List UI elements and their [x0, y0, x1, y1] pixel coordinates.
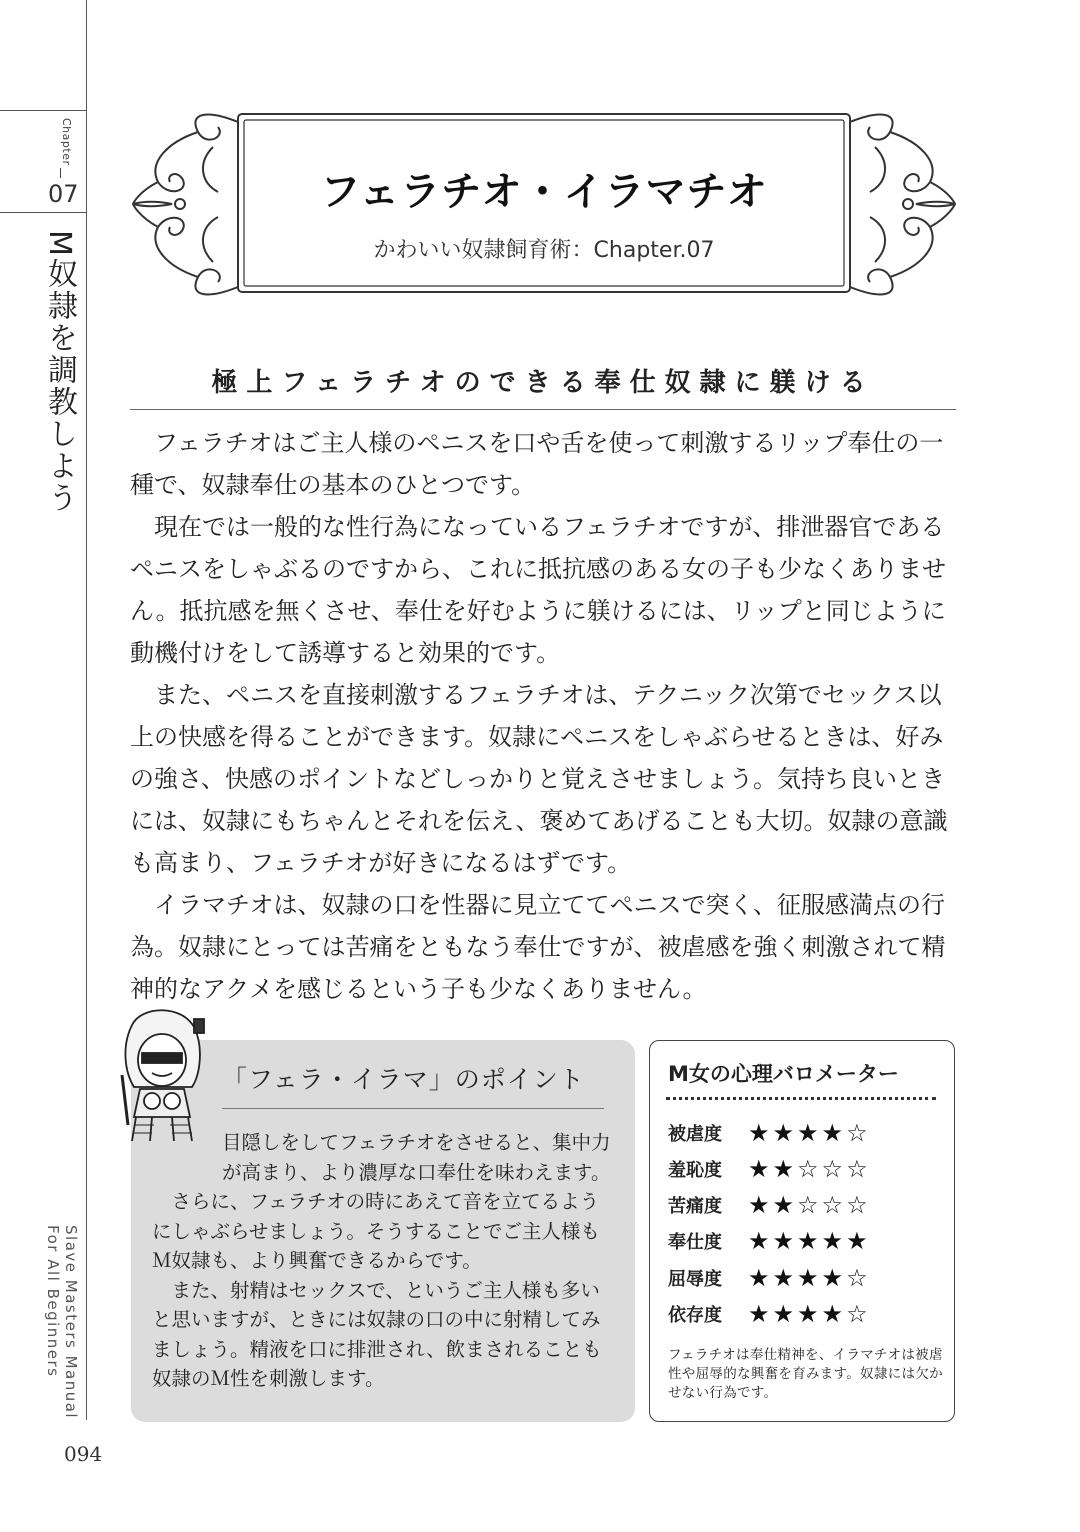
barometer-row — [668, 1299, 871, 1329]
star-rating: ★★★★☆ — [748, 1119, 871, 1147]
barometer-row — [668, 1226, 871, 1256]
page-title: フェラチオ・イラマチオ — [320, 169, 768, 215]
chapter-vertical-title: M奴隷を調教しよう — [42, 230, 77, 514]
sidebar-divider — [86, 0, 87, 1420]
section-heading: 極上フェラチオのできる奉仕奴隷に躾ける — [211, 368, 875, 398]
barometer-label: 羞恥度 — [668, 1160, 722, 1181]
point-box-title: 「フェラ・イラマ」のポイント — [222, 1065, 585, 1094]
barometer-label: 被虐度 — [668, 1124, 722, 1145]
body-paragraph: 現在では一般的な性行為になっているフェラチオですが、排泄器官であるペニスをしゃぶるのですから、これに抵抗感のある女の子も少なくありません。抵抗感を無くさせ、奉仕を好むように躾けるには、リップと同じように動機付けをして誘導すると効果的です。 — [130, 513, 946, 667]
barometer-row — [668, 1154, 871, 1184]
point-box-text — [152, 1128, 614, 1394]
point-paragraph: また、射精はセックスで、というご主人様も多いと思いますが、ときには奴隷の口の中に射精してみましょう。精液を口に排泄され、飲まされることも奴隷のＭ性を刺激します。 — [152, 1278, 602, 1390]
page-number: 094 — [64, 1442, 103, 1466]
barometer-label: 苦痛度 — [668, 1196, 722, 1217]
barometer-note: フェラチオは奉仕精神を、イラマチオは被虐性や屈辱的な興奮を育みます。奴隷には欠かせない行為です。 — [668, 1347, 943, 1401]
body-text — [130, 422, 960, 1010]
sidebar-rule-top — [0, 110, 86, 111]
chapter-tick — [60, 168, 61, 178]
star-rating: ★★★★★ — [748, 1227, 871, 1255]
point-paragraph: 目隠しをしてフェラチオをさせると、集中力が高まり、より濃厚な口奉仕を味わえます。 — [222, 1131, 611, 1184]
barometer-row — [668, 1190, 871, 1220]
point-paragraph: さらに、フェラチオの時にあえて音を立てるようにしゃぶらせましょう。そうすることでご主人様もＭ奴隷も、より興奮できるからです。 — [152, 1190, 600, 1272]
barometer-label: 依存度 — [668, 1305, 722, 1326]
star-rating: ★★★★☆ — [748, 1264, 871, 1292]
barometer-row — [668, 1263, 871, 1293]
barometer-label: 屈辱度 — [668, 1269, 722, 1290]
chapter-number: 07 — [48, 180, 79, 208]
barometer-row — [668, 1118, 871, 1148]
body-paragraph: イラマチオは、奴隷の口を性器に見立ててペニスで突く、征服感満点の行為。奴隷にとっては苦痛をともなう奉仕ですが、被虐感を強く刺激されて精神的なアクメを感じるという子も少なくありません。 — [130, 891, 946, 1003]
book-english-title: Slave Masters Manual For All Beginners — [44, 1225, 80, 1420]
barometer-title: M女の心理バロメーター — [668, 1062, 899, 1086]
page-subtitle: かわいい奴隷飼育術：Chapter.07 — [373, 238, 715, 263]
star-rating: ★★☆☆☆ — [748, 1155, 871, 1183]
star-rating: ★★★★☆ — [748, 1300, 871, 1328]
body-paragraph: フェラチオはご主人様のペニスを口や舌を使って刺激するリップ奉仕の一種で、奴隷奉仕の基本のひとつです。 — [130, 429, 944, 499]
star-rating: ★★☆☆☆ — [748, 1191, 871, 1219]
barometer-dotted-rule — [666, 1097, 936, 1100]
barometer-label: 奉仕度 — [668, 1232, 722, 1253]
chapter-label: Chapter — [60, 118, 73, 166]
character-illustration — [112, 1005, 212, 1145]
body-paragraph: また、ペニスを直接刺激するフェラチオは、テクニック次第でセックス以上の快感を得ることができます。奴隷にペニスをしゃぶらせるときは、好みの強さ、快感のポイントなどしっかりと覚えさせましょう。気持ち良いときには、奴隷にもちゃんとそれを伝え、褒めてあげることも大切。奴隷の意識も高まり、フェラチオが好きになるはずです。 — [130, 681, 948, 877]
section-rule — [130, 409, 956, 410]
sidebar-rule-bottom — [0, 212, 86, 213]
point-box-rule — [222, 1108, 604, 1109]
